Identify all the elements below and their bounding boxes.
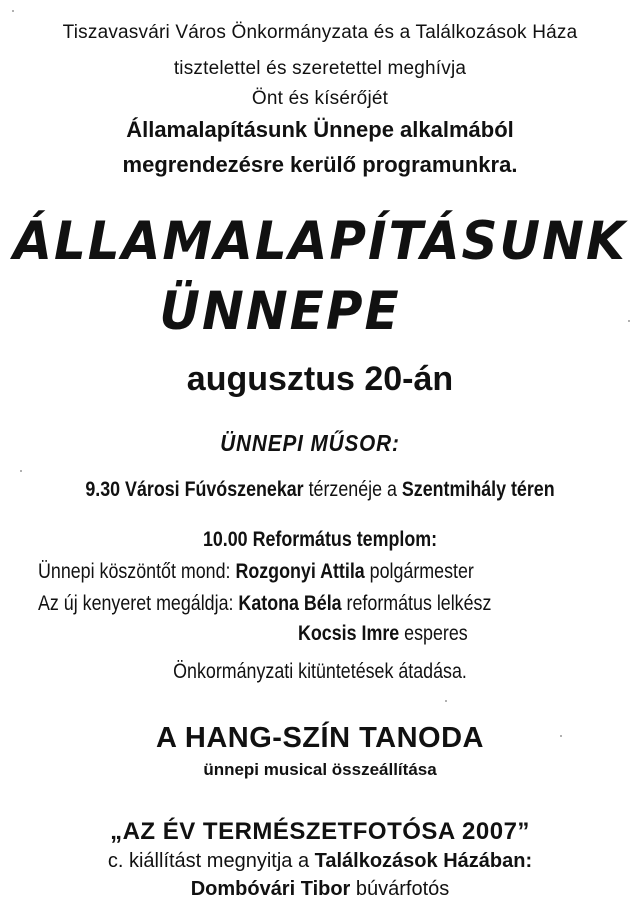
blessing-name-1: Katona Béla: [238, 592, 342, 615]
greeting-label: Ünnepi köszöntőt mond:: [38, 560, 236, 583]
intro-line-hosts: Tiszavasvári Város Önkormányzata és a Találkozások Háza: [62, 22, 578, 43]
program-title: ÜNNEPI MŰSOR:: [220, 430, 400, 456]
event-date: augusztus 20-án: [186, 360, 454, 398]
intro-line-occasion: Államalapításunk Ünnepe alkalmából: [126, 117, 514, 142]
program-blessing-line-2: [298, 622, 468, 646]
photo-exhibition-title: „AZ ÉV TERMÉSZETFOTÓSA 2007”: [110, 818, 530, 845]
tanoda-title: A HANG-SZÍN TANODA: [156, 722, 484, 754]
brass-band-time: 9.30 Városi Fúvószenekar: [85, 478, 304, 501]
photo-exhibition-line-2: [0, 878, 640, 901]
tanoda-subtitle: ünnepi musical összeállítása: [203, 760, 437, 779]
program-awards: Önkormányzati kitüntetések átadása.: [173, 660, 467, 683]
photo-venue: Találkozások Házában:: [314, 850, 533, 872]
program-item-church-heading: 10.00 Református templom:: [202, 528, 438, 551]
photo-opening-text: c. kiállítást megnyitja a: [107, 850, 315, 872]
blessing-label: Az új kenyeret megáldja:: [38, 592, 239, 615]
greeting-role: polgármester: [364, 560, 474, 583]
brass-band-middle: térzenéje a: [303, 478, 402, 501]
photographer-role: búvárfotós: [350, 878, 450, 900]
intro-line-guest: Önt és kísérőjét: [251, 88, 389, 109]
intro-line-invite: tisztelettel és szeretettel meghívja: [173, 58, 467, 79]
greeting-name: Rozgonyi Attila: [235, 560, 365, 583]
blessing-role-2: esperes: [399, 622, 468, 645]
photographer-name: Dombóvári Tibor: [190, 878, 351, 900]
headline-line-2: ÜNNEPE: [159, 280, 401, 342]
brass-band-place: Szentmihály téren: [401, 478, 555, 501]
intro-line-program: megrendezésre kerülő programunkra.: [122, 152, 518, 177]
blessing-name-2: Kocsis Imre: [298, 622, 400, 645]
scan-speck: [12, 10, 14, 12]
program-greeting-line: [38, 560, 474, 584]
program-blessing-line: [38, 592, 491, 616]
scan-speck: [20, 470, 22, 472]
scan-speck: [560, 735, 562, 737]
program-item-brass-band: [48, 478, 592, 502]
scan-speck: [628, 320, 630, 322]
photo-exhibition-line-1: [0, 850, 640, 873]
scan-speck: [445, 700, 447, 702]
headline-line-1: ÁLLAMALAPÍTÁSUNK: [13, 210, 627, 272]
blessing-role-1: református lelkész: [341, 592, 492, 615]
